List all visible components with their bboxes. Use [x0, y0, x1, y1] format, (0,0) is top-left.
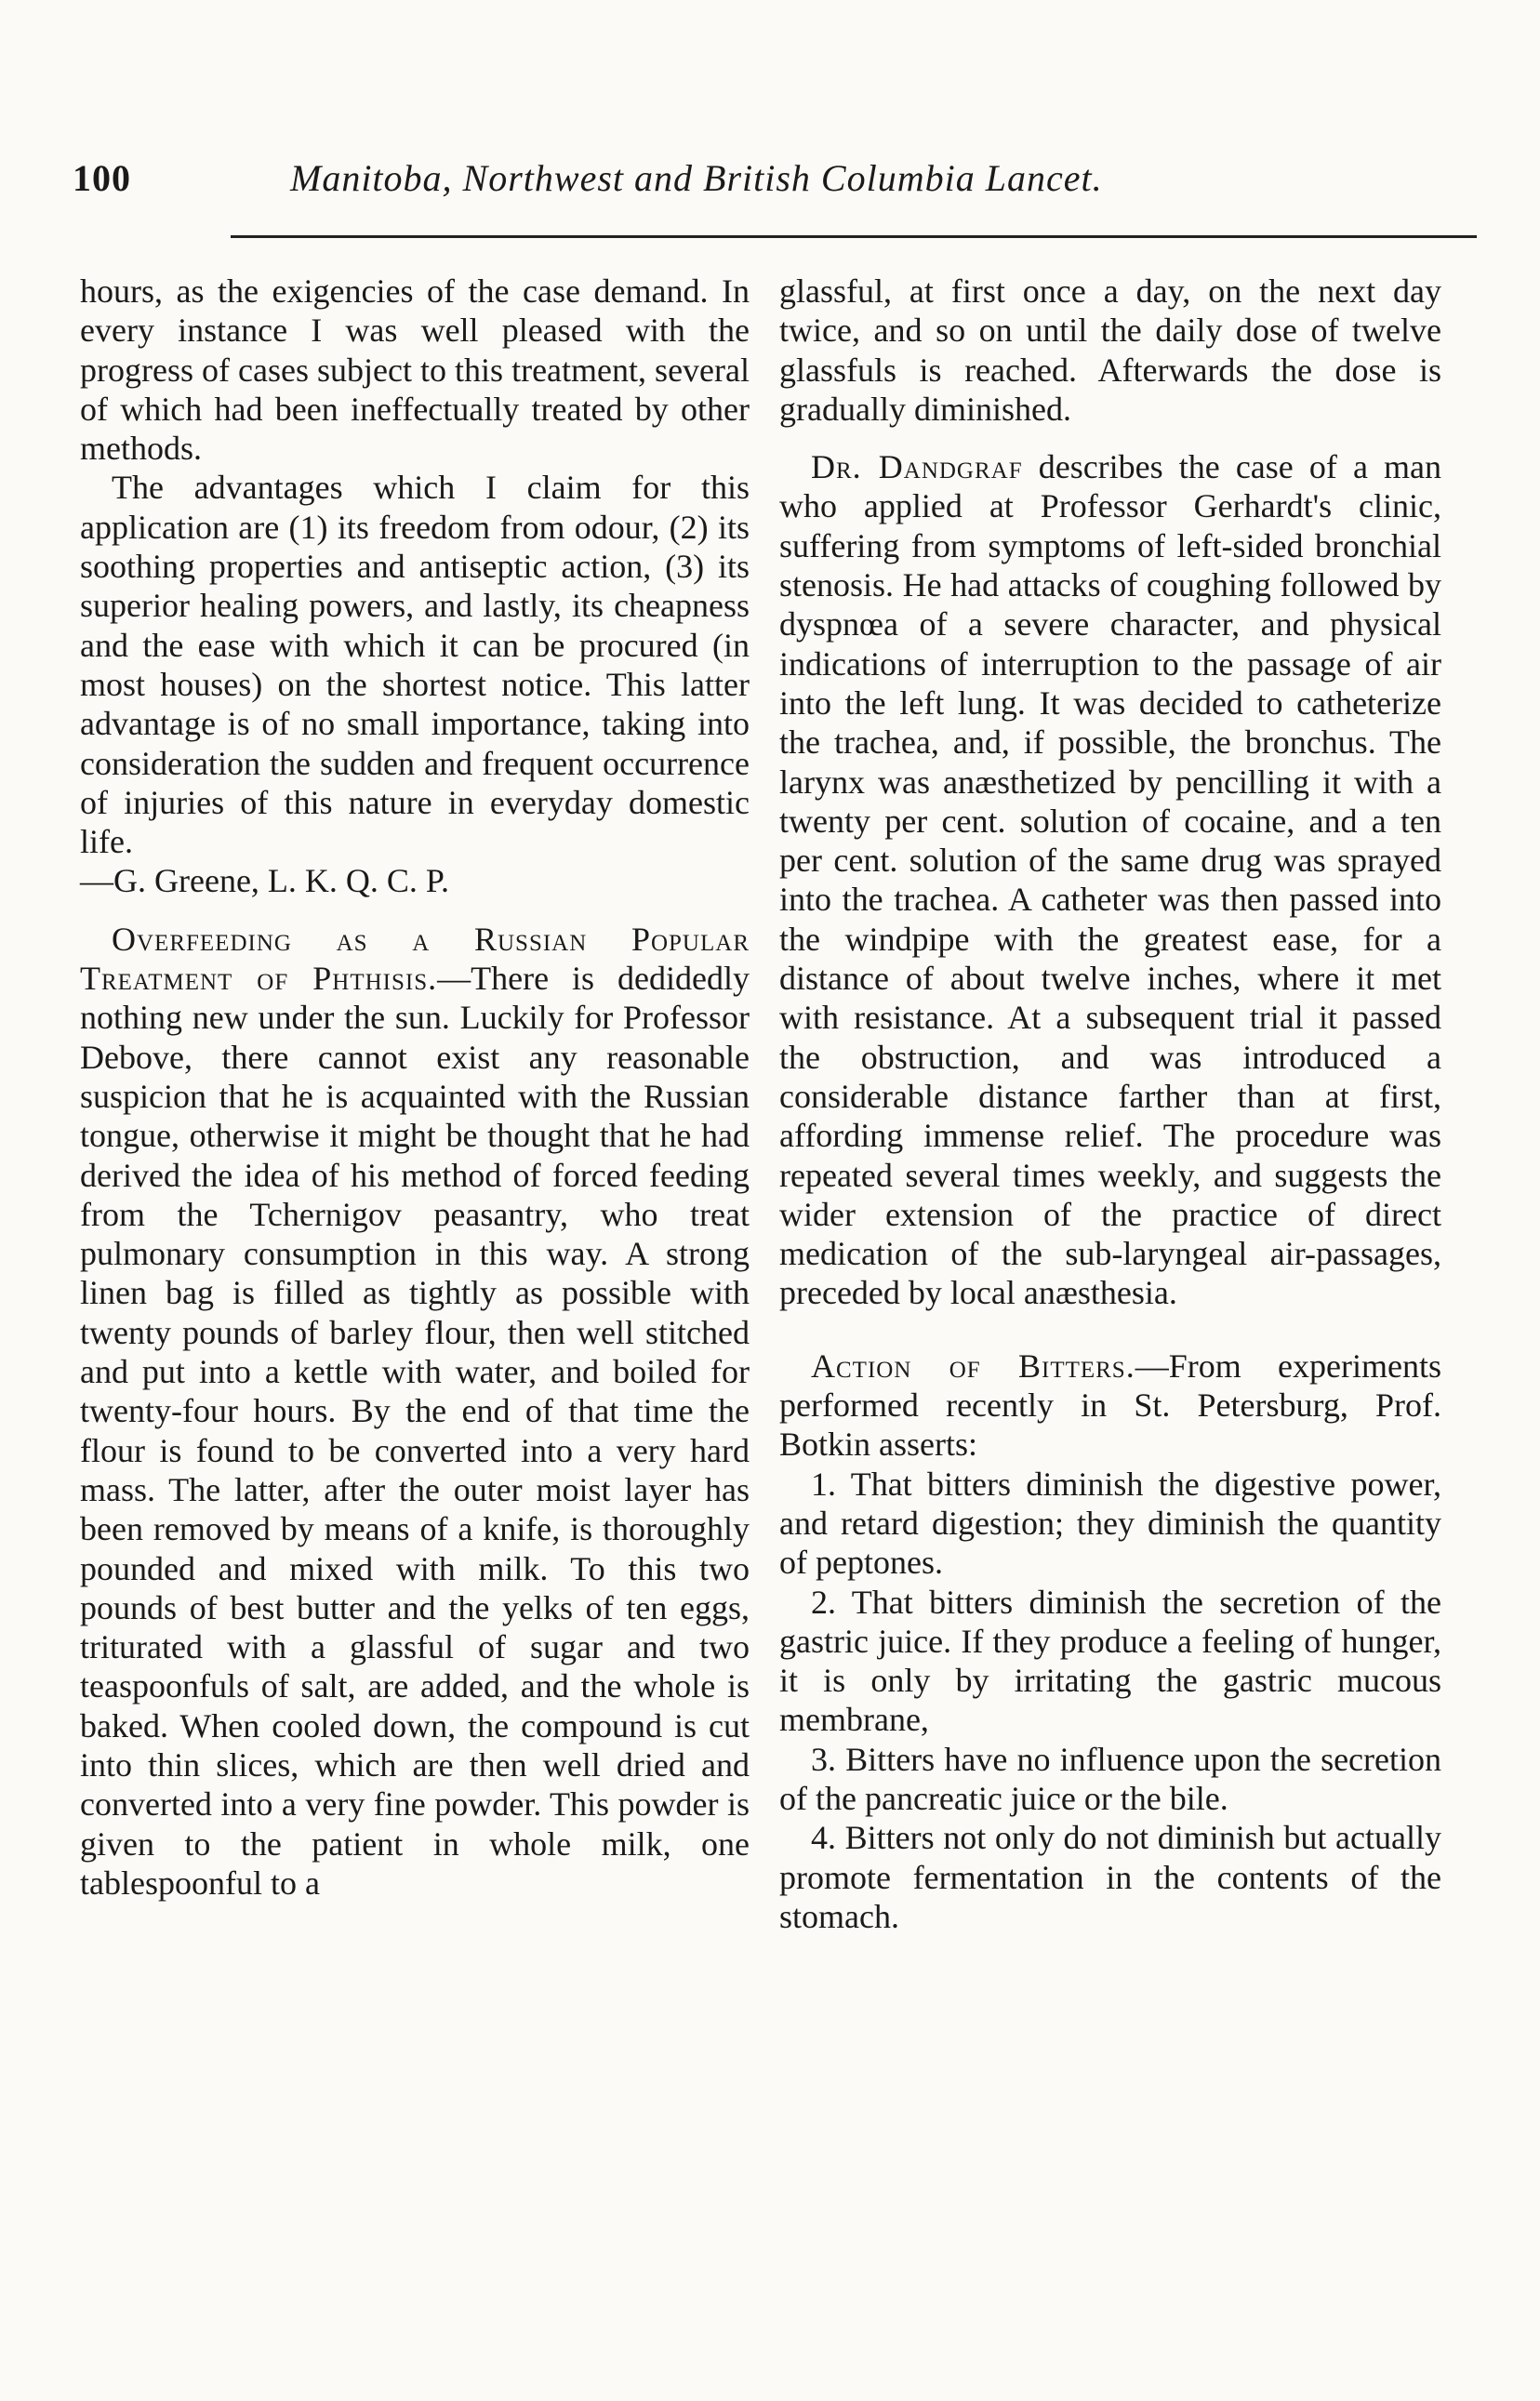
left-column	[80, 272, 750, 1903]
page-header	[0, 0, 1540, 232]
right-column	[779, 272, 1441, 1936]
paragraph: The advantages which I claim for this application are (1) its freedom from odour, (2) its soothing properties and antiseptic action, (3) its superior healing powers, and lastly, its cheapness and the ease with which it can be procured (in most houses) on the shortest notice. This latter advantage is of no small importance, taking into consideration the sudden and frequent occurrence of injuries of this nature in everyday domestic life.	[80, 469, 750, 861]
section-heading: Action of Bitters.	[811, 1346, 1135, 1385]
author-signature: —G. Greene, L. K. Q. C. P.	[80, 862, 449, 900]
section-heading: Overfeeding as a Russian Popular Treatment of Phthisis.	[80, 920, 750, 998]
list-item: 4. Bitters not only do not diminish but actually promote fermentation in the contents of the stomach.	[779, 1819, 1441, 1935]
article-overfeeding	[80, 920, 750, 1903]
running-title: Manitoba, Northwest and British Columbia Lancet.	[290, 157, 1103, 199]
article-dandgraf	[779, 447, 1441, 1313]
list-item: 3. Bitters have no influence upon the secretion of the pancreatic juice or the bile.	[779, 1740, 1441, 1817]
section-body: —From experiments performed recently in St. Petersburg, Prof. Botkin asserts:	[779, 1346, 1441, 1464]
article-bitters	[779, 1346, 1441, 1465]
list-item: 1. That bitters diminish the digestive power, and retard digestion; they diminish the quantity of peptones.	[779, 1465, 1441, 1582]
section-body: —There is dedidedly nothing new under the sun. Luckily for Professor Debove, there cannot exist any reasonable suspicion that he is acquainted with the Russian tongue, otherwise it might be thought that he had derived the idea of his method of forced feeding from the Tchernigov peasantry, who treat pulmonary consumption in this way. A strong linen bag is filled as tightly as possible with twenty pounds of barley flour, then well stitched and put into a kettle with water, and boiled for twenty-four hours. By the end of that time the flour is found to be converted into a very hard mass. The latter, after the outer moist layer has been removed by means of a knife, is thoroughly pounded and mixed with milk. To this two pounds of best butter and the yelks of ten eggs, triturated with a glassful of sugar and two teaspoonfuls of salt, are added, and the whole is baked. When cooled down, the compound is cut into thin slices, which are then well dried and converted into a very fine powder. This powder is given to the patient in whole milk, one tablespoonful to a	[80, 960, 750, 1902]
paragraph: hours, as the exigencies of the case demand. In every instance I was well pleased with the progress of cases subject to this treatment, several of which had been ineffectually treated by other methods.	[80, 272, 750, 468]
header-rule	[231, 235, 1477, 238]
page-number: 100	[73, 157, 131, 199]
paragraph: glassful, at first once a day, on the next day twice, and so on until the daily dose of twelve glassfuls is reached. Afterwards the dose is gradually diminished.	[779, 272, 1441, 428]
section-body: describes the case of a man who applied at Professor Gerhardt's clinic, suffering from symptoms of left-sided bronchial stenosis. He had attacks of coughing followed by dyspnœa of a severe character, and physical indications of interruption to the passage of air into the left lung. It was decided to catheterize the trachea, and, if possible, the bronchus. The larynx was anæsthetized by pencilling it with a twenty per cent. solution of cocaine, and a ten per cent. solution of the same drug was sprayed into the trachea. A catheter was then passed into the windpipe with the greatest ease, for a distance of about twelve inches, where it met with resistance. At a subsequent trial it passed the obstruction, and was introduced a considerable distance farther than at first, affording immense relief. The procedure was repeated several times weekly, and suggests the wider extension of the practice of direct medication of the sub-laryngeal air-passages, preceded by local anæsthesia.	[779, 448, 1441, 1312]
author-name: Dr. Dandgraf	[811, 448, 1023, 486]
list-item: 2. That bitters diminish the secretion of the gastric juice. If they produce a feeling of hunger, it is only by irritating the gastric mucous membrane,	[779, 1583, 1441, 1739]
